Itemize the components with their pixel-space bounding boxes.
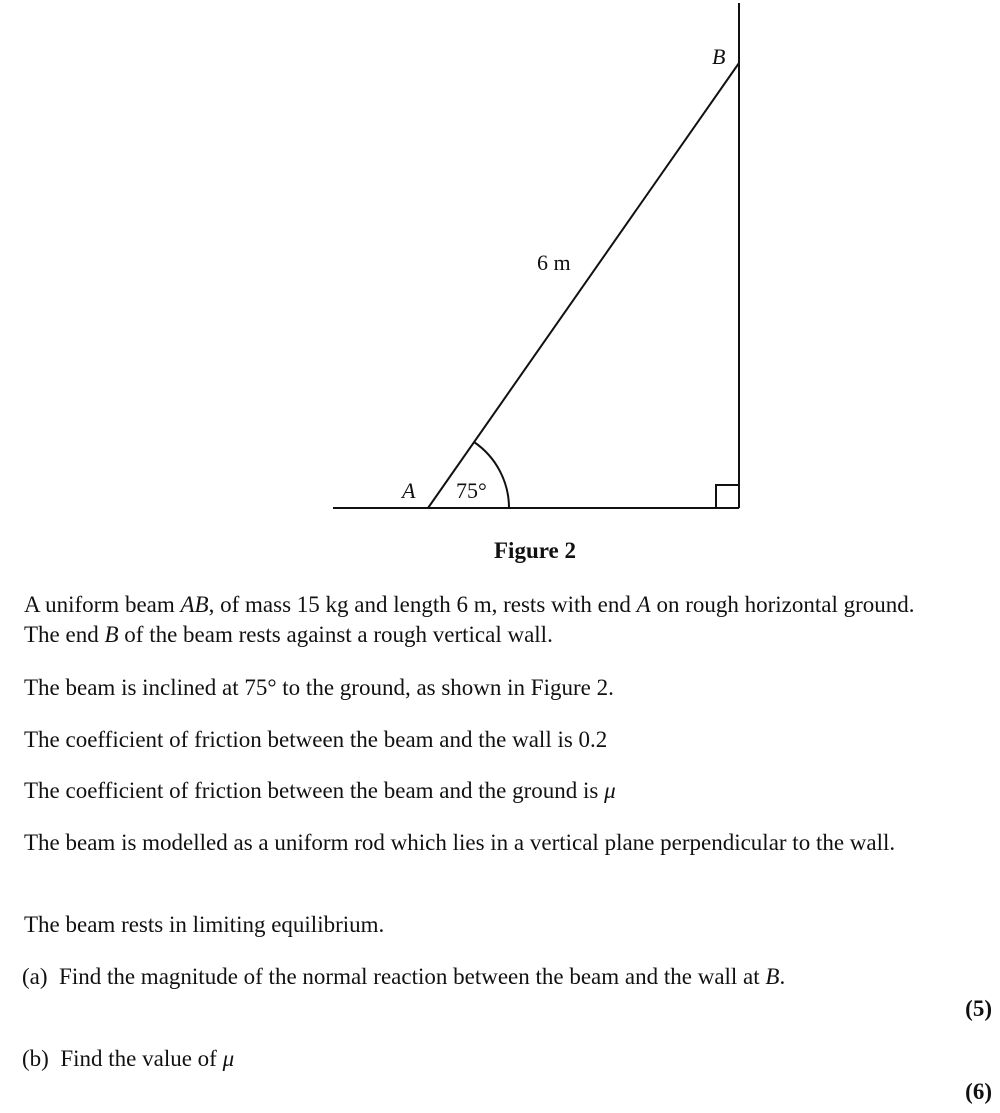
- question-paragraph-6: The beam rests in limiting equilibrium.: [24, 912, 385, 937]
- part-a: (a) Find the magnitude of the normal reaction between the beam and the wall at B.: [22, 964, 786, 989]
- question-paragraph-1: A uniform beam AB, of mass 15 kg and length 6 m, rests with end A on rough horizontal ground. The end B of the beam rests against a rough vertical wall.: [24, 592, 915, 647]
- part-a-marks: (5): [965, 996, 992, 1021]
- question-paragraph-5: The beam is modelled as a uniform rod which lies in a vertical plane perpendicular to the wall.: [24, 830, 896, 855]
- figure-caption: Figure 2: [494, 538, 576, 563]
- point-a-label: A: [402, 478, 416, 503]
- part-b: (b) Find the value of μ: [22, 1046, 235, 1071]
- angle-label: 75°: [456, 478, 487, 503]
- part-b-marks: (6): [965, 1079, 992, 1104]
- right-angle-marker: [716, 485, 739, 508]
- question-paragraph-3: The coefficient of friction between the beam and the wall is 0.2: [24, 727, 608, 752]
- beam-length-label: 6 m: [537, 250, 571, 275]
- question-paragraph-4: The coefficient of friction between the beam and the ground is μ: [24, 778, 616, 803]
- figure-2-diagram: [0, 0, 1000, 540]
- point-b-label: B: [712, 44, 726, 69]
- part-a-label: (a): [22, 964, 48, 989]
- question-paragraph-2: The beam is inclined at 75° to the ground, as shown in Figure 2.: [24, 675, 614, 700]
- part-b-label: (b): [22, 1046, 49, 1071]
